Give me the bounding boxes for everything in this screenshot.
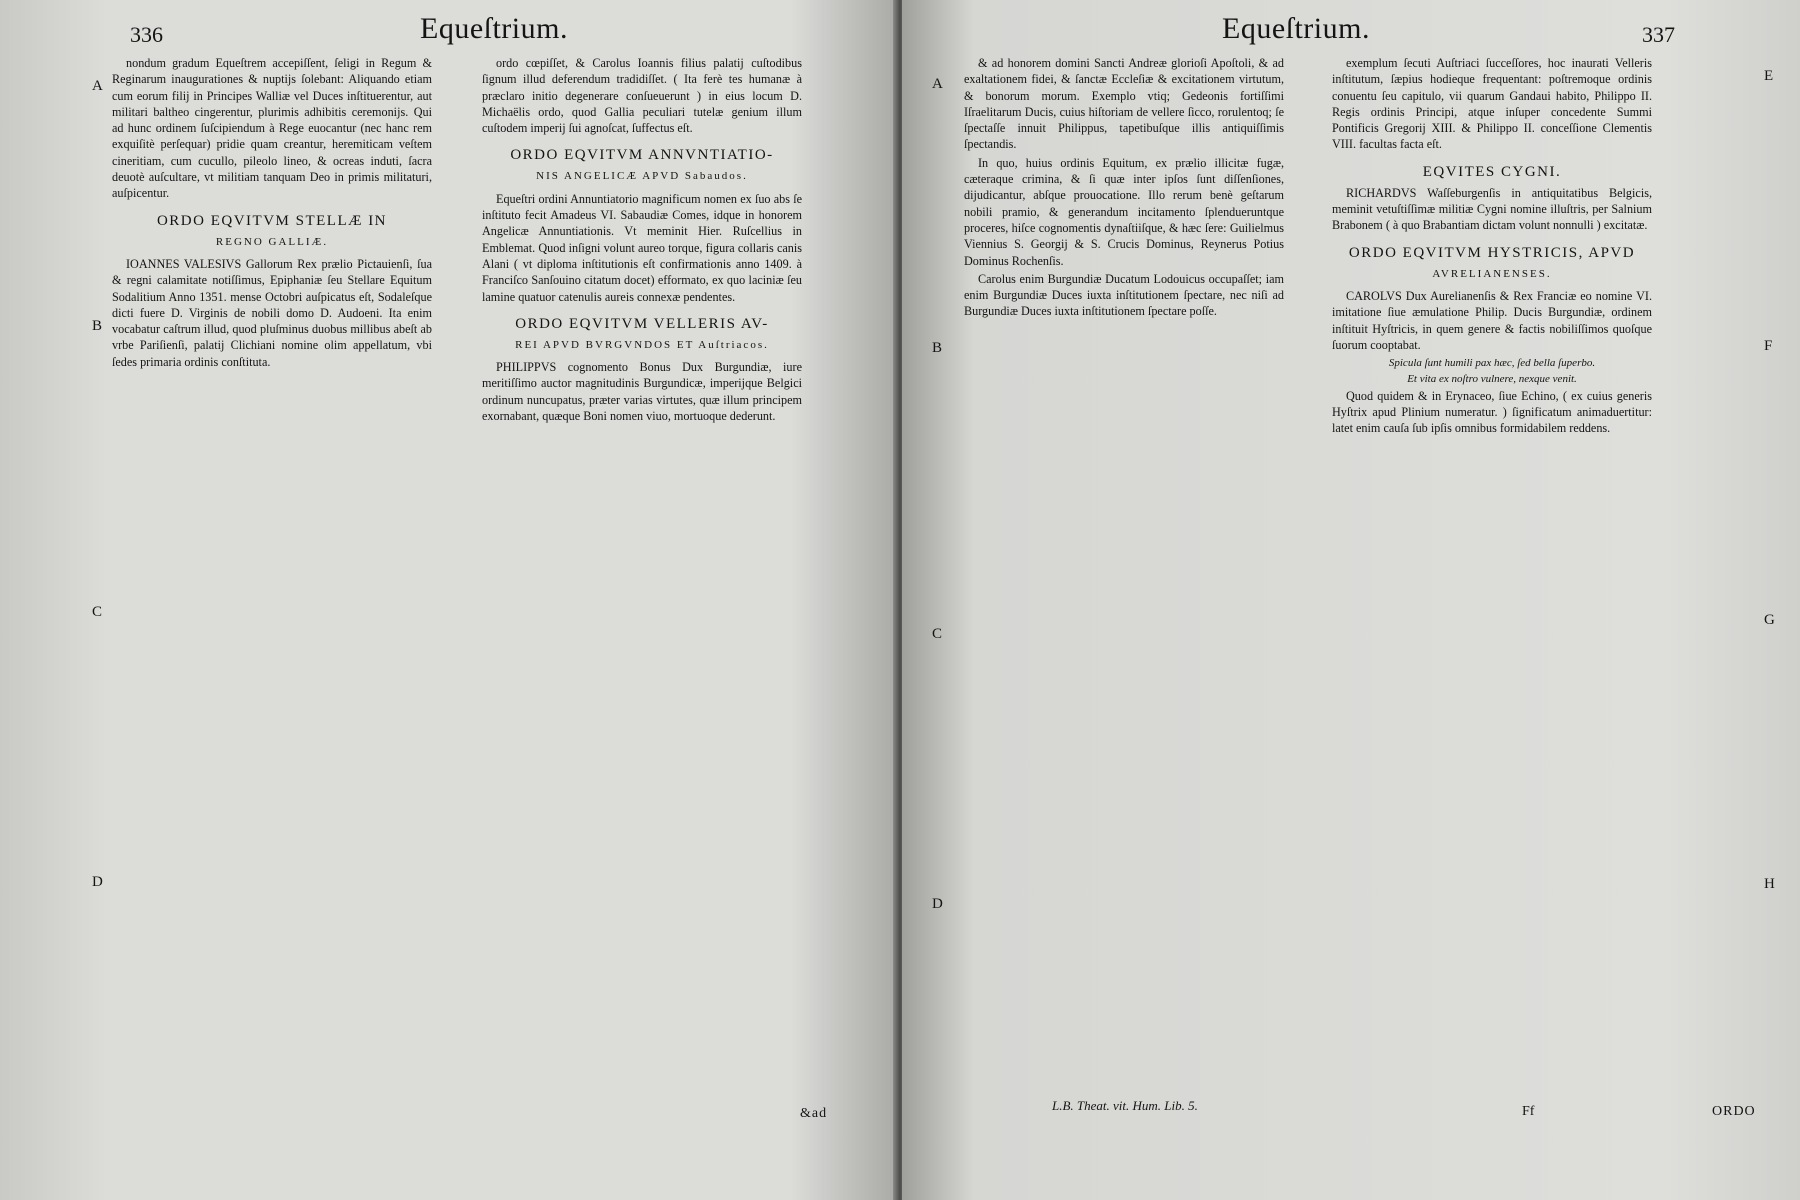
paragraph: PHILIPPVS cognomento Bonus Dux Burgundiæ, iure meritiſſimo auctor magnitudinis Burgundicæ, imperijque Belgici ordinum nuncupatus, præter varias virtutes, quæ illum principem exornabant, quæque Boni nomen viuo, mortuoque dederunt. — [482, 360, 802, 424]
page-number: 336 — [130, 22, 163, 47]
footnote: L.B. Theat. vit. Hum. Lib. 5. — [1052, 1098, 1198, 1113]
margin-letter: D — [92, 874, 103, 890]
running-head: Equeſtrium. — [420, 12, 568, 45]
paragraph: & ad honorem domini Sancti Andreæ glorioſi Apoſtoli, & ad exaltationem fidei, & ſanctæ Eccleſiæ & excitationem virtutum, & bonorum morum. Exemplo vtiq; Gedeonis fortiſſimi Iſraelitarum Ducis, cuius hiſtoriam de vellere ſicco, rorulentoq; ſe ſpectaſſe innuit Philippus, tapetibuſque illis antiquiſſimis ſpectandis. — [964, 56, 1284, 152]
margin-letter: C — [92, 604, 103, 620]
paragraph: ordo cœpiſſet, & Carolus Ioannis filius palatij cuſtodibus ſignum illud deferendum tradidiſſet. ( Ita ferè tes humanæ à præclaro initio degenerare conſueuerunt ) in eius locum D. Michaëlis ordo, quod Gallia peculiari tutelæ genium illum cuſtodem imperij ſui agnoſcat, ſuffectus eſt. — [482, 56, 802, 136]
running-head: Equeſtrium. — [1222, 12, 1370, 45]
text-column-2 — [1332, 55, 1652, 1145]
paragraph: nondum gradum Equeſtrem accepiſſent, ſeligi in Regum & Reginarum inaugurationes & nuptijs ſolebant: Aliquando etiam cum eorum filij in Principes Walliæ vel Duces inſtituerentur, aut militari baltheo cingerentur, plurimis adhibitis ceremonijs. Qui ad hunc ordinem ſuſcipiendum à Rege euocantur (nec hanc rem exquiſitè perſequar) pridie quam creantur, heremiticam veſtem cineritiam, cum cucullo, pileolo lineo, & ocreas induti, ſacra deuotè auſcultare, vt militiam tanquam Deo in primis militaturi, auſpicentur. — [112, 56, 432, 201]
section-subheading: NIS ANGELICÆ APVD Sabaudos. — [536, 170, 748, 183]
paragraph: exemplum ſecuti Auſtriaci ſucceſſores, hoc inaurati Velleris inſtitutum, ſæpius hodieque frequentant: poſtremoque ordinis conuentu ſeu capitulo, vii quarum Gandaui habito, Philippo II. Regis ordinis Principi, atque inſuper concedente Summi Pontificis Gregorij XIII. & Philippo II. conceſſione Clementis VIII. facultas facta eſt. — [1332, 56, 1652, 152]
paragraph: Equeſtri ordini Annuntiatorio magnificum nomen ex ſuo abs ſe inſtituto fecit Amadeus VI. Sabaudiæ Comes, idque in honorem Angelicæ Annuntiationis. Vt meminit Hier. Ruſcellius in Emblemat. Quod inſigni volunt aureo torque, figura collaris canis Alani ( vt diploma inſtitutionis eſt confirmationis anno 1409. à Franciſco Sanſouino citatum docet) efformato, ex quo laciniæ ſeu lamine quatuor catenulis aureis connexæ pendentes. — [482, 191, 802, 304]
section-heading: ORDO EQVITVM VELLERIS AV- — [515, 315, 769, 332]
paragraph: Carolus enim Burgundiæ Ducatum Lodouicus occupaſſet; iam enim Burgundiæ Duces iuxta inſtitutionem ſpectare, nec niſi ad Burgundiæ Duces iuxta inſtitutionem ſpectare poſſe. — [964, 271, 1284, 319]
margin-letter: A — [932, 76, 943, 92]
section-subheading: AVRELIANENSES. — [1432, 267, 1552, 280]
section-heading: EQVITES CYGNI. — [1422, 163, 1562, 180]
verse-line: Spicula ſunt humili pax hæc, ſed bella ſuperbo. — [1388, 357, 1596, 370]
paragraph: CAROLVS Dux Aurelianenſis & Rex Franciæ eo nomine VI. imitatione ſiue æmulatione Philip. Ducis Burgundiæ, ordinem inſtituit Hyſtricis, in quem genere & factis nobiliſſimos quoſque ſuorum cooptabat. — [1332, 288, 1652, 352]
left-page — [0, 0, 898, 1200]
catchword: &ad — [800, 1106, 828, 1121]
margin-letter: B — [92, 318, 103, 334]
catchword: ORDO — [1712, 1104, 1756, 1119]
margin-letter: E — [1764, 68, 1774, 84]
section-heading: ORDO EQVITVM STELLÆ IN — [156, 212, 388, 229]
verse-line: Et vita ex noſtro vulnere, nexque venit. — [1407, 373, 1577, 386]
page-number: 337 — [1642, 22, 1675, 47]
margin-letter: A — [92, 78, 103, 94]
section-heading: ORDO EQVITVM HYSTRICIS, APVD — [1348, 244, 1636, 261]
section-heading: ORDO EQVITVM ANNVNTIATIO- — [510, 147, 774, 164]
paragraph: RICHARDVS Waſſeburgenſis in antiquitatibus Belgicis, meminit vetuſtiſſimæ militiæ Cygni nomine illuſtris, per Salnium Brabonem ( à quo Brabantiam dictam volunt nonnulli ) excitatæ. — [1332, 185, 1652, 233]
margin-letter: G — [1764, 612, 1775, 628]
margin-letter: F — [1764, 338, 1773, 354]
margin-letter: D — [932, 896, 943, 912]
paragraph: Quod quidem & in Erynaceo, ſiue Echino, ( ex cuius generis Hyſtrix apud Plinium numeratur. ) ſignificatum animaduertitur: latet enim cauſa ſub ipſis omnibus formidabilem reddens. — [1332, 388, 1652, 436]
section-subheading: REI APVD BVRGVNDOS ET Auſtriacos. — [515, 338, 769, 351]
signature-mark: Ff — [1522, 1104, 1535, 1119]
text-column-2 — [482, 55, 802, 1145]
right-page — [902, 0, 1800, 1200]
paragraph: In quo, huius ordinis Equitum, ex prælio illicitæ fugæ, cæteraque crimina, & ſi quæ inter ipſos ſunt diſſenſiones, dijudicantur, abſque prouocatione. Illo rerum benè geſtarum nobili pramio, & generandum incitamento ſplendueruntque proceres, hiſce cognomentis dynaſtiiſque, & hæc ſere: Guilielmus Viennius S. Georgij & S. Crucis Dominus, Reynerus Potius Dominus Rochenſis. — [964, 155, 1284, 268]
text-column-1 — [112, 55, 432, 1145]
section-subheading: REGNO GALLIÆ. — [215, 235, 329, 248]
margin-letter: C — [932, 626, 943, 642]
margin-letter: B — [932, 340, 943, 356]
margin-letter: H — [1764, 876, 1775, 892]
paragraph: IOANNES VALESIVS Gallorum Rex prælio Pictauienſi, ſua & regni calamitate notiſſimus, Epiphaniæ ſeu Stellare Equitum Sodalitium Anno 1351. mense Octobri auſpicatus eſt, Sodaleſque dicti fuere D. Virginis de nobili domo D. Audoeni. Ita enim vocabatur caſtrum illud, quod pluſminus duobus millibus abeſt ab vrbe Pariſienſi, palatij Clichiani nomine olim appellatum, vbi ſedes primaria ordinis conſtituta. — [112, 256, 432, 369]
text-column-1 — [964, 55, 1284, 1105]
